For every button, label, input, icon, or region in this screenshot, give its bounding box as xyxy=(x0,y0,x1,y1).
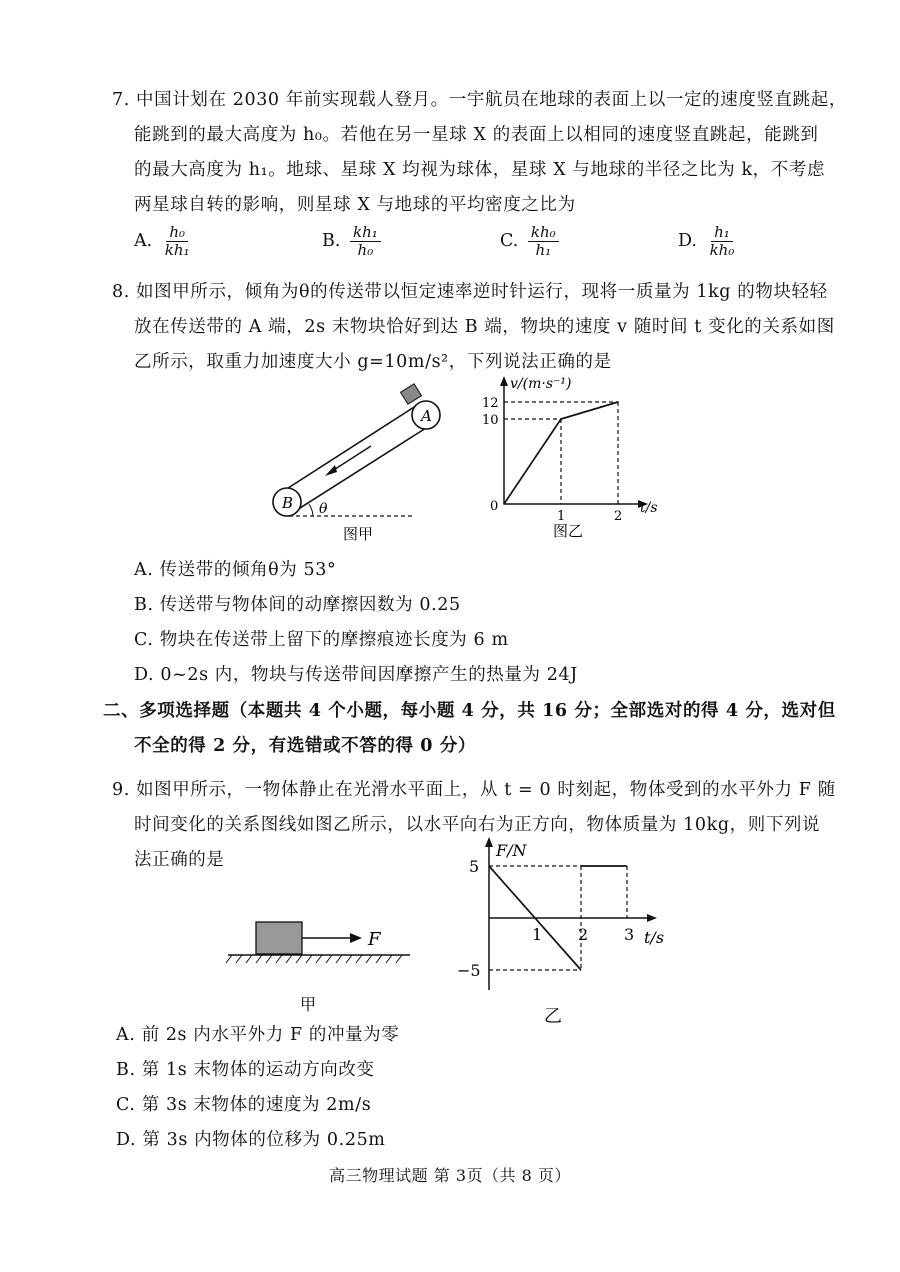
q7-b-denominator: h₀ xyxy=(357,241,374,259)
caption-figure-jia: 图甲 xyxy=(343,525,374,543)
q8-line-1: 8. 如图甲所示，倾角为θ的传送带以恒定速率逆时针运行，现将一质量为 1kg 的物块轻轻 xyxy=(112,282,828,302)
caption-yi: 乙 xyxy=(544,1006,562,1027)
q8-option-b[interactable]: B. 传送带与物体间的动摩擦因数为 0.25 xyxy=(134,595,461,615)
y-tick-label-12: 12 xyxy=(482,396,499,411)
f-axis-label: F/N xyxy=(496,841,527,860)
q7-line-1: 7. 中国计划在 2030 年前实现载人登月。一宇航员在地球的表面上以一定的速度竖直跳起， xyxy=(112,90,847,110)
label-a: A xyxy=(421,407,432,425)
q7-line-3: 的最大高度为 h₁。地球、星球 X 均视为球体，星球 X 与地球的半径之比为 k，不考虑 xyxy=(134,160,826,180)
x-tick-label-2: 2 xyxy=(578,925,589,944)
belt-bottom-line xyxy=(289,428,426,515)
origin-label: 0 xyxy=(490,499,499,514)
caption-figure-yi: 图乙 xyxy=(553,522,584,540)
ground-hatch xyxy=(226,955,402,963)
q7-line-2: 能跳到的最大高度为 h₀。若他在另一星球 X 的表面上以相同的速度竖直跳起，能跳到 xyxy=(134,125,819,145)
block xyxy=(256,922,302,954)
vt-plot-area xyxy=(482,396,622,524)
data-point-1 xyxy=(560,418,562,420)
q7-option-d[interactable]: D. $\frac{\text{h₁}}{\text{kh₀}}$ xyxy=(678,224,737,259)
q7-a-denominator: kh₁ xyxy=(164,241,190,259)
q9-line-2: 时间变化的关系图线如图乙所示，以水平向右为正方向，物体质量为 10kg，则下列说 xyxy=(134,815,821,835)
force-label: F xyxy=(368,929,381,950)
q7-option-a[interactable]: A. $\frac{\text{h₀}}{\text{kh₁}}$ xyxy=(134,224,193,259)
q8-option-a[interactable]: A. 传送带的倾角θ为 53° xyxy=(134,560,337,580)
q9-option-a[interactable]: A. 前 2s 内水平外力 F 的冲量为零 xyxy=(116,1025,400,1045)
y-tick-label-minus-5: −5 xyxy=(457,961,481,980)
block-on-belt xyxy=(401,384,422,404)
x-tick-label-2: 2 xyxy=(614,509,623,524)
y-tick-label-10: 10 xyxy=(482,413,499,428)
q9-line-1: 9. 如图甲所示，一物体静止在光滑水平面上，从 t = 0 时刻起，物体受到的水平外力 F 随 xyxy=(112,780,836,800)
f-axis-arrow xyxy=(485,837,493,847)
q8-conveyor-figure xyxy=(255,380,485,545)
label-b: B xyxy=(282,494,294,512)
x-tick-label-1: 1 xyxy=(557,509,566,524)
angle-theta: θ xyxy=(319,501,328,517)
t-axis-arrow xyxy=(647,914,657,922)
velocity-series-line xyxy=(504,402,618,504)
section-2-line-2: 不全的得 2 分，有选错或不答的得 0 分） xyxy=(134,736,476,756)
q7-b-numerator: kh₁ xyxy=(350,224,381,242)
t-axis-label: t/s xyxy=(644,928,665,947)
q7-d-numerator: h₁ xyxy=(711,224,733,242)
q9-line-3: 法正确的是 xyxy=(134,850,225,870)
q9-option-c[interactable]: C. 第 3s 末物体的速度为 2m/s xyxy=(116,1095,372,1115)
x-tick-label-3: 3 xyxy=(624,925,635,944)
q9-option-b[interactable]: B. 第 1s 末物体的运动方向改变 xyxy=(116,1060,375,1080)
q8-line-3: 乙所示，取重力加速度大小 g=10m/s²，下列说法正确的是 xyxy=(134,352,612,372)
q7-c-denominator: h₁ xyxy=(535,241,552,259)
q7-option-b[interactable]: B. $\frac{\text{kh₁}}{\text{h₀}}$ xyxy=(322,224,381,259)
q8-vt-graph xyxy=(478,372,668,544)
q7-a-numerator: h₀ xyxy=(166,224,188,242)
caption-jia: 甲 xyxy=(300,995,317,1014)
belt-direction-arrow-head xyxy=(325,465,337,476)
q8-line-2: 放在传送带的 A 端，2s 末物块恰好到达 B 端，物块的速度 v 随时间 t 变化的关系如图 xyxy=(134,317,835,337)
q9-ft-graph xyxy=(452,832,674,1032)
page-footer: 高三物理试题 第 3页（共 8 页） xyxy=(329,1166,571,1185)
q9-block-figure xyxy=(222,910,422,1020)
t-axis-label: t/s xyxy=(640,500,658,516)
q8-option-c[interactable]: C. 物块在传送带上留下的摩擦痕迹长度为 6 m xyxy=(134,630,509,650)
y-tick-label-5: 5 xyxy=(469,857,480,876)
belt-top-line xyxy=(285,402,422,490)
x-tick-label-1: 1 xyxy=(532,925,543,944)
q9-option-d[interactable]: D. 第 3s 内物体的位移为 0.25m xyxy=(116,1130,386,1150)
v-axis-arrow xyxy=(500,376,508,386)
angle-arc xyxy=(309,504,313,516)
q8-option-d[interactable]: D. 0~2s 内，物块与传送带间因摩擦产生的热量为 24J xyxy=(134,665,578,685)
data-point-2 xyxy=(617,401,619,403)
v-axis-label: v/(m·s⁻¹) xyxy=(510,376,572,392)
q7-d-denominator: kh₀ xyxy=(709,241,735,259)
force-arrow-head xyxy=(350,933,362,943)
section-2-line-1: 二、多项选择题（本题共 4 个小题，每小题 4 分，共 16 分；全部选对的得 4 分，选对但 xyxy=(103,701,836,721)
data-point-0 xyxy=(503,503,505,505)
q7-line-4: 两星球自转的影响，则星球 X 与地球的平均密度之比为 xyxy=(134,195,576,215)
q7-option-c[interactable]: C. $\frac{\text{kh₀}}{\text{h₁}}$ xyxy=(500,224,559,259)
q7-c-numerator: kh₀ xyxy=(528,224,559,242)
